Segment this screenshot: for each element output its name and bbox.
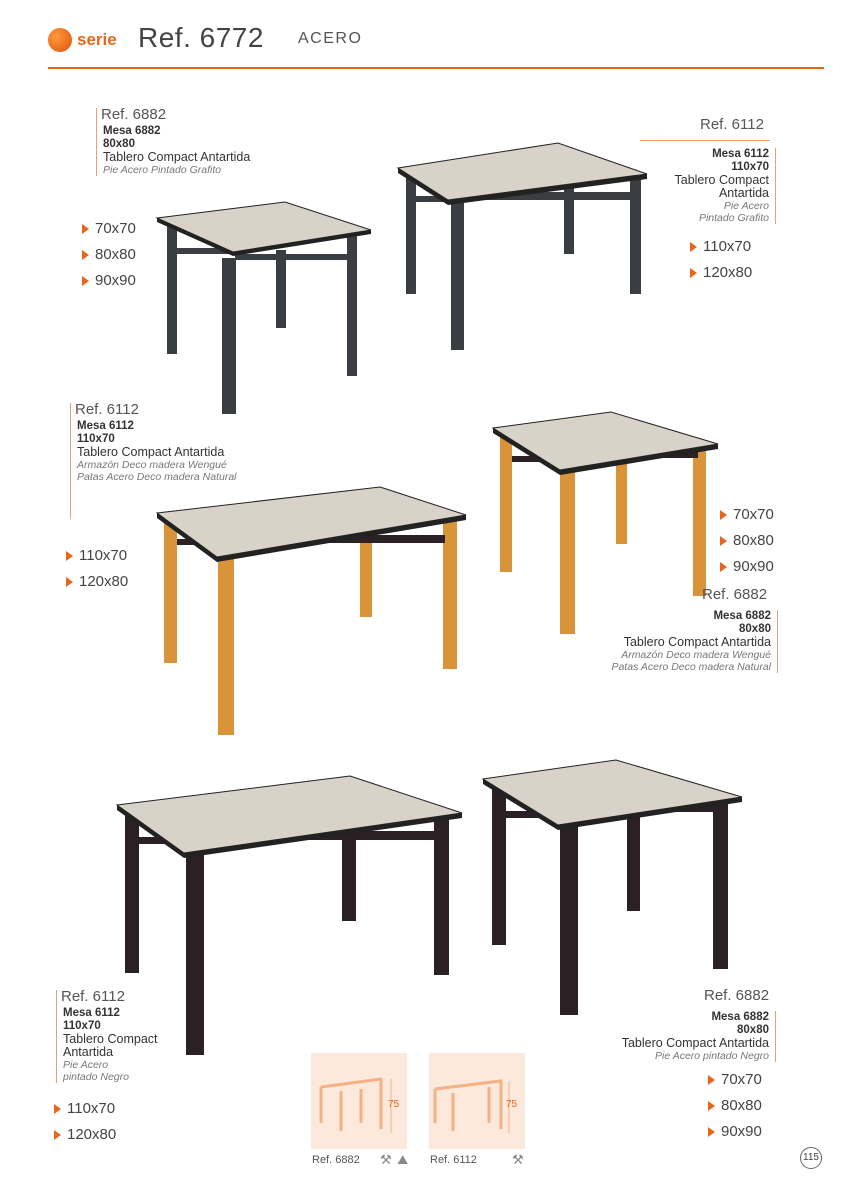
size-option: 120x80 [64,569,128,595]
table-6112-natural-image [155,485,470,740]
size-list [80,216,136,294]
page-header [48,20,824,70]
product-ref: Ref. 6882 [704,987,770,1004]
size-option: 110x70 [64,543,128,569]
size-list [688,234,752,286]
product-model: Mesa 6112 [63,1007,120,1019]
size-option: 110x70 [688,234,752,260]
product-ref: Ref. 6112 [61,988,125,1005]
product-dims: 110x70 [63,1020,101,1032]
product-info-6882-grafito [96,108,296,176]
header-divider [48,67,824,69]
product-ref: Ref. 6882 [101,106,167,123]
tools-icon: ⚒ ⛰ [380,1152,410,1167]
dimension-diagram-6112 [429,1053,525,1149]
product-info-6112-negro [56,990,216,1083]
size-option: 90x90 [706,1119,762,1145]
product-legs: Pie Acero pintado Negro [654,1050,769,1062]
size-option: 110x70 [52,1096,116,1122]
height-label: 75 [506,1099,518,1110]
size-option: 70x70 [80,216,136,242]
product-dims: 110x70 [731,161,769,173]
product-info-6882-negro [590,1011,776,1062]
dimension-diagram-6882 [311,1053,407,1149]
size-list [52,1096,116,1148]
product-legs: Armazón Deco madera Wengué [621,649,771,661]
product-top: Tablero Compact Antartida [103,150,251,164]
size-option: 70x70 [706,1067,762,1093]
product-legs: Pintado Grafito [698,212,769,224]
tools-icon: ⚒ [512,1152,525,1167]
product-ref: Ref. 6112 [75,401,139,418]
page-number: 115 [800,1147,822,1169]
page-title: Ref. 6772 [138,22,264,53]
table-6882-grafito-image [155,200,375,420]
size-option: 80x80 [80,242,136,268]
serie-logo-icon [48,28,72,52]
size-option: 120x80 [52,1122,116,1148]
product-model: Mesa 6882 [103,125,161,137]
size-option: 80x80 [706,1093,762,1119]
size-list [64,543,128,595]
mini-ref: Ref. 6882 [312,1154,360,1166]
product-dims: 80x80 [737,1024,769,1036]
ref-divider [640,140,770,141]
product-legs: Armazón Deco madera Wengué [77,459,227,471]
size-option: 70x70 [718,502,774,528]
serie-label: serie [77,30,117,49]
product-dims: 80x80 [103,138,135,150]
product-model: Mesa 6112 [77,420,134,432]
table-6882-natural-image [490,410,722,640]
product-model: Mesa 6882 [711,1011,769,1023]
height-label: 75 [388,1099,400,1110]
product-top: Tablero Compact [63,1032,158,1046]
product-legs: Pie Acero Pintado Grafito [103,164,222,176]
product-ref: Ref. 6882 [702,586,768,603]
size-option: 120x80 [688,260,752,286]
product-model: Mesa 6112 [712,148,769,160]
product-top: Antartida [718,186,769,200]
size-option: 90x90 [718,554,774,580]
size-list [718,502,774,580]
product-dims: 110x70 [77,433,115,445]
size-option: 80x80 [718,528,774,554]
product-legs: Pie Acero [63,1059,109,1071]
product-top: Tablero Compact Antartida [623,635,771,649]
product-model: Mesa 6882 [713,610,771,622]
mini-ref: Ref. 6112 [430,1154,477,1166]
size-list [706,1067,762,1145]
material-label: ACERO [298,30,363,47]
product-top: Tablero Compact Antartida [77,445,225,459]
product-legs: Pie Acero [723,200,769,212]
product-legs: Patas Acero Deco madera Natural [611,661,771,673]
size-option: 90x90 [80,268,136,294]
product-top: Tablero Compact [674,173,769,187]
product-info-6882-natural [560,610,778,673]
product-ref: Ref. 6112 [700,116,764,133]
table-6112-grafito-image [396,138,650,353]
table-6882-negro-image [480,757,746,1019]
product-info-6112-grafito [620,148,776,224]
product-dims: 80x80 [739,623,771,635]
product-legs: Patas Acero Deco madera Natural [77,471,237,483]
product-top: Tablero Compact Antartida [621,1036,769,1050]
product-top: Antartida [63,1045,114,1059]
product-legs: pintado Negro [63,1071,129,1083]
